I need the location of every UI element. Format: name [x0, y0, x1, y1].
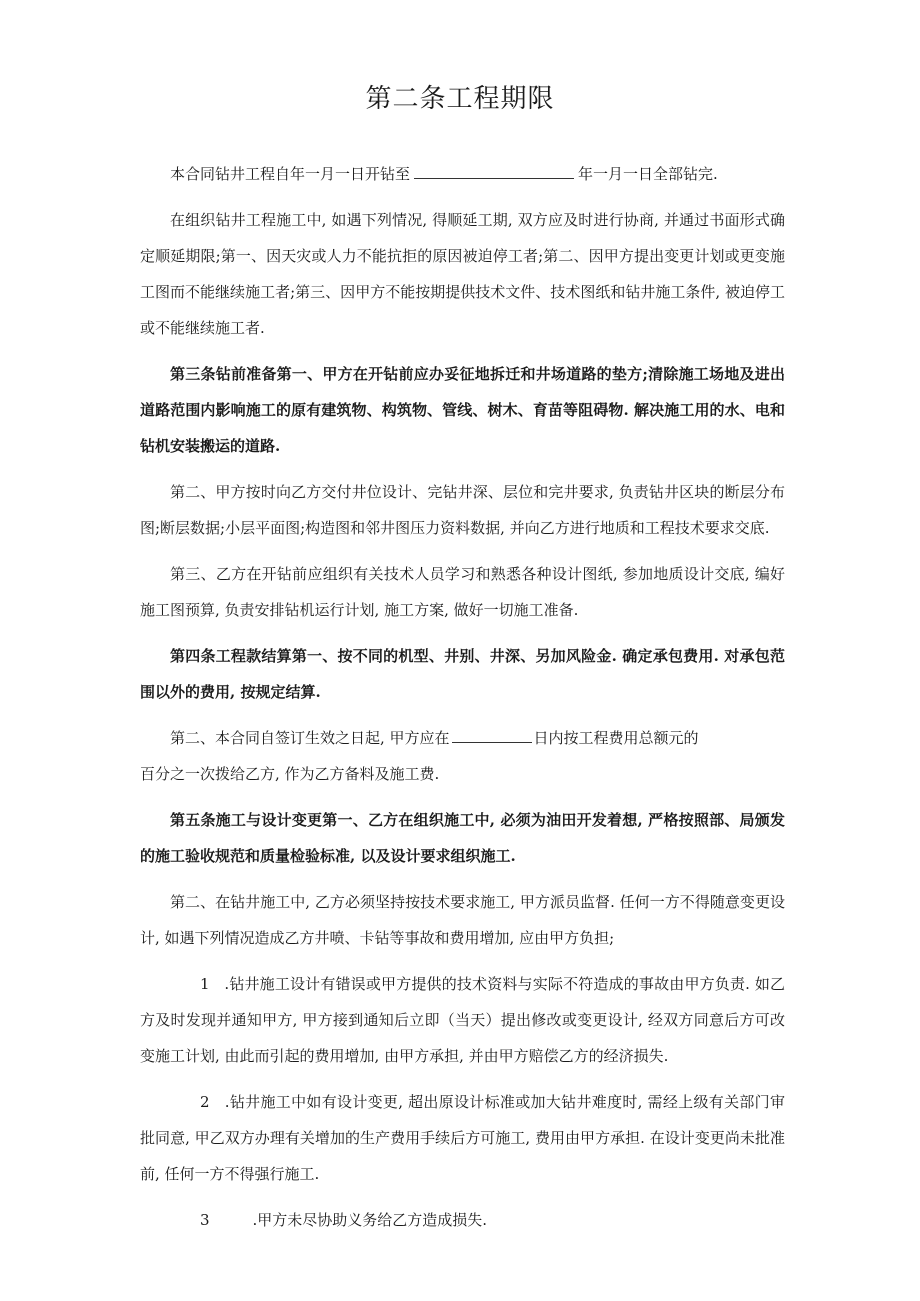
payment-text-after: 日内按工程费用总额元的	[533, 729, 699, 747]
document-body	[140, 156, 785, 1248]
item-number: 2	[200, 1093, 210, 1111]
paragraph-article-3: 第三条钻前准备第一、甲方在开钻前应办妥征地拆迁和井场道路的垫方;清除施工场地及进出道路范围内影响施工的原有建筑物、构筑物、管线、树木、育苗等阻碍物. 解决施工用的水、电和钻机安装搬运的道路.	[140, 365, 785, 455]
item-text: .甲方未尽协助义务给乙方造成损失.	[252, 1211, 488, 1229]
paragraph-article-5: 第五条施工与设计变更第一、乙方在组织施工中, 必须为油田开发着想, 严格按照部、局颁发的施工验收规范和质量检验标准, 以及设计要求组织施工.	[140, 811, 785, 865]
paragraph-article-3-third: 第三、乙方在开钻前应组织有关技术人员学习和熟悉各种设计图纸, 参加地质设计交底, 编好施工图预算, 负责安排钻机运行计划, 施工方案, 做好一切施工准备.	[140, 565, 785, 619]
start-text: 本合同钻井工程自年一月一日开钻至	[170, 165, 411, 183]
item-text: .钻井施工设计有错误或甲方提供的技术资料与实际不符造成的事故由甲方负责. 如乙方及时发现并通知甲方, 甲方接到通知后立即（当天）提出修改或变更设计, 经双方同意后方可改变施工计划, 由此而引起的费用增加, 由甲方承担, 并由甲方赔偿乙方的经济损失.	[140, 975, 785, 1065]
blank-line	[452, 722, 532, 743]
paragraph-article-4-second	[140, 720, 785, 792]
list-item-3	[140, 1202, 785, 1238]
paragraph-extension: 在组织钻井工程施工中, 如遇下列情况, 得顺延工期, 双方应及时进行协商, 并通过书面形式确定顺延期限;第一、因天灾或人力不能抗拒的原因被迫停工者;第二、因甲方提出变更计划或更变施工图而不能继续施工者;第三、因甲方不能按期提供技术文件、技术图纸和钻井施工条件, 被迫停工或不能继续施工者.	[140, 211, 785, 337]
item-number: 1	[200, 975, 210, 993]
item-number: 3	[200, 1211, 210, 1229]
paragraph-article-5-second: 第二、在钻井施工中, 乙方必须坚持按技术要求施工, 甲方派员监督. 任何一方不得随意变更设计, 如遇下列情况造成乙方井喷、卡钻等事故和费用增加, 应由甲方负担;	[140, 893, 785, 947]
paragraph-article-3-second: 第二、甲方按时向乙方交付井位设计、完钻井深、层位和完井要求, 负责钻井区块的断层分布图;断层数据;小层平面图;构造图和邻井图压力资料数据, 并向乙方进行地质和工程技术要求交底.	[140, 483, 785, 537]
item-text: .钻井施工中如有设计变更, 超出原设计标准或加大钻井难度时, 需经上级有关部门审批同意, 甲乙双方办理有关增加的生产费用手续后方可施工, 费用由甲方承担. 在设计变更尚未批准前, 任何一方不得强行施工.	[140, 1093, 785, 1183]
payment-text-before: 第二、本合同自签订生效之日起, 甲方应在	[170, 729, 450, 747]
list-item-1	[140, 966, 785, 1074]
blank-line	[414, 158, 574, 179]
document-title: 第二条工程期限	[365, 84, 555, 114]
list-item-2	[140, 1084, 785, 1192]
end-text: 年一月一日全部钻完.	[578, 165, 718, 183]
paragraph-start-date	[140, 156, 785, 192]
paragraph-article-4: 第四条工程款结算第一、按不同的机型、井别、井深、另加风险金. 确定承包费用. 对承包范围以外的费用, 按规定结算.	[140, 647, 785, 701]
payment-text-line2: 百分之一次拨给乙方, 作为乙方备料及施工费.	[140, 765, 440, 783]
